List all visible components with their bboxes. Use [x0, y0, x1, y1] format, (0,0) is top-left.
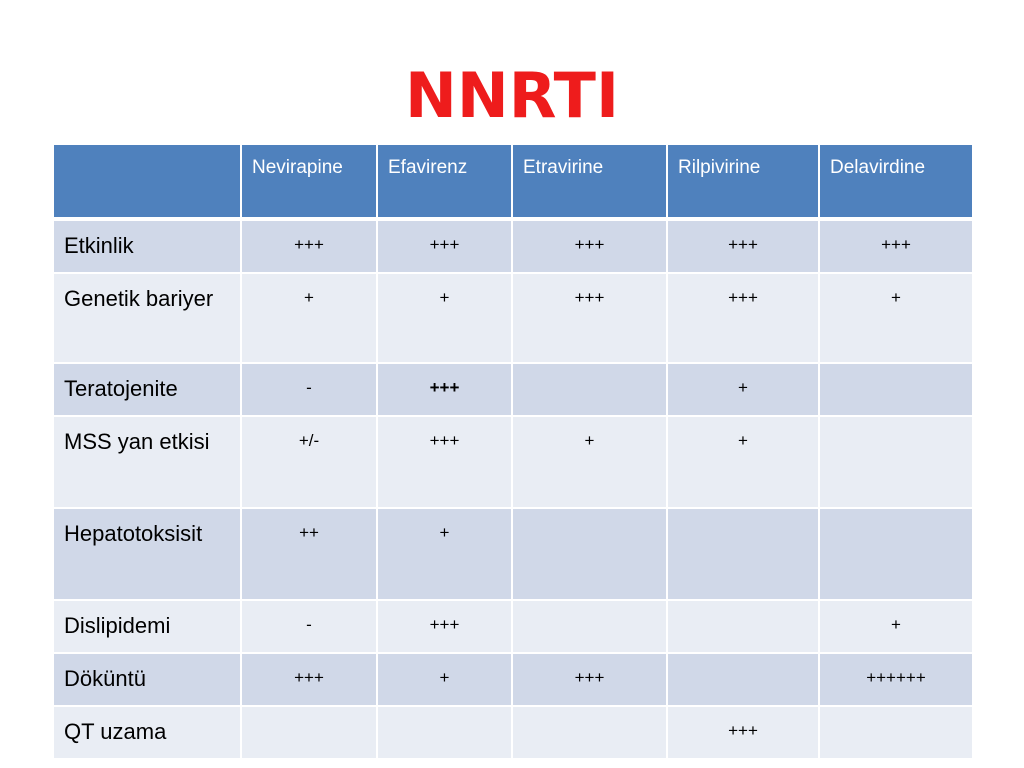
header-cell-etravirine: Etravirine — [512, 144, 667, 219]
table-cell — [512, 706, 667, 759]
table-cell — [819, 706, 973, 759]
table-row — [53, 416, 973, 508]
nnrti-comparison-table — [52, 143, 974, 760]
table-cell: +++ — [512, 273, 667, 363]
table-row — [53, 363, 973, 416]
table-cell: + — [667, 363, 819, 416]
table-cell — [241, 706, 377, 759]
row-label: Genetik bariyer — [53, 273, 241, 363]
table-row — [53, 706, 973, 759]
table-cell — [667, 508, 819, 600]
header-cell-empty — [53, 144, 241, 219]
row-label: Döküntü — [53, 653, 241, 706]
table-cell: +++ — [819, 219, 973, 273]
table-cell: +++ — [377, 600, 512, 653]
table-row — [53, 508, 973, 600]
table-cell — [819, 363, 973, 416]
table-cell: +++ — [667, 273, 819, 363]
table-cell: + — [819, 273, 973, 363]
table-cell: ++ — [241, 508, 377, 600]
header-cell-delavirdine: Delavirdine — [819, 144, 973, 219]
header-cell-nevirapine: Nevirapine — [241, 144, 377, 219]
table-row — [53, 219, 973, 273]
table-cell: +++ — [667, 706, 819, 759]
table-cell: + — [377, 653, 512, 706]
table-row — [53, 653, 973, 706]
table-cell: +++ — [241, 219, 377, 273]
table-cell: - — [241, 363, 377, 416]
table-cell: + — [377, 508, 512, 600]
table-cell: - — [241, 600, 377, 653]
row-label: Teratojenite — [53, 363, 241, 416]
table-cell — [819, 416, 973, 508]
row-label: Dislipidemi — [53, 600, 241, 653]
row-label: Hepatotoksisit — [53, 508, 241, 600]
table-cell — [667, 600, 819, 653]
table-cell — [512, 508, 667, 600]
table-header-row — [53, 144, 973, 219]
table-cell: +++ — [377, 416, 512, 508]
slide-title: NNRTI — [404, 59, 620, 132]
row-label: QT uzama — [53, 706, 241, 759]
table-cell: +++ — [377, 363, 512, 416]
table-cell: ++++++ — [819, 653, 973, 706]
table-cell: + — [512, 416, 667, 508]
table-cell: +/- — [241, 416, 377, 508]
table-cell: +++ — [512, 219, 667, 273]
table-cell — [667, 653, 819, 706]
table-row — [53, 273, 973, 363]
header-cell-rilpivirine: Rilpivirine — [667, 144, 819, 219]
table-cell — [512, 363, 667, 416]
table-row — [53, 600, 973, 653]
table-cell: +++ — [512, 653, 667, 706]
table-cell: + — [377, 273, 512, 363]
header-cell-efavirenz: Efavirenz — [377, 144, 512, 219]
table-cell — [819, 508, 973, 600]
table-cell — [512, 600, 667, 653]
table-cell: + — [241, 273, 377, 363]
table-cell: +++ — [667, 219, 819, 273]
table-cell: +++ — [241, 653, 377, 706]
row-label: MSS yan etkisi — [53, 416, 241, 508]
table-cell: + — [667, 416, 819, 508]
table-cell: +++ — [377, 219, 512, 273]
table-cell: + — [819, 600, 973, 653]
row-label: Etkinlik — [53, 219, 241, 273]
table-cell — [377, 706, 512, 759]
